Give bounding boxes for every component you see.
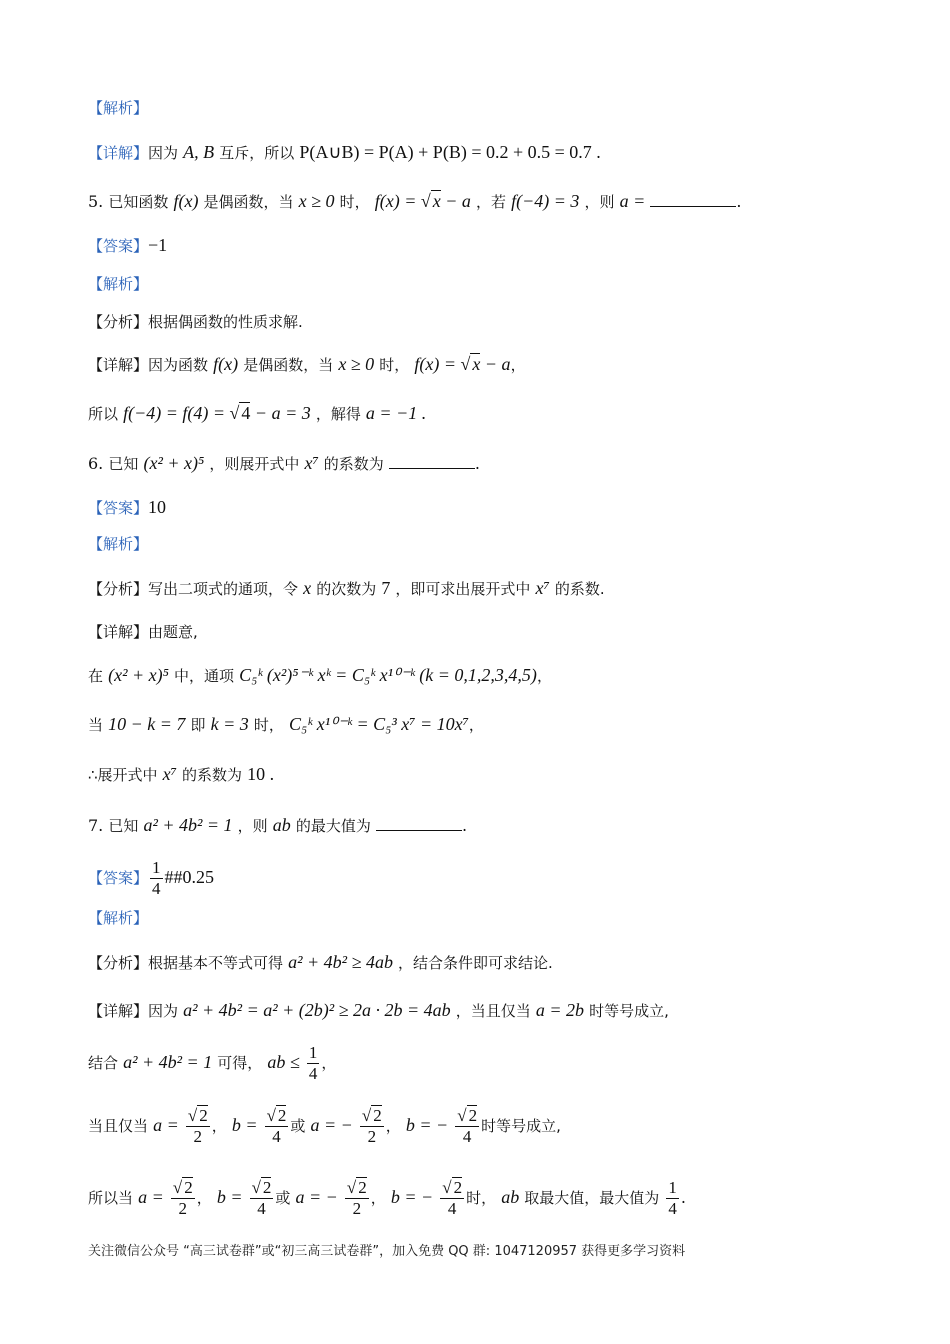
page-footer: 关注微信公众号 “高三试卷群”或“初三高三试卷群”，加入免费 QQ 群: 1047120957 获得更多学习资料 xyxy=(88,1244,686,1259)
q7-detail-line3: 当且仅当 a = $\frac{√ 2}{2}$ ， b = $\frac{√ 2}{4}$ 或 a = − $\frac{√ 2}{2}$ ， b = − $\frac{√ 2}{4}$ 时等号成立, xyxy=(88,1106,561,1146)
answer-blank xyxy=(389,452,475,469)
q7-question: 7. 已知 a² + 4b² = 1 ，则 ab 的最大值为 . xyxy=(88,815,468,835)
q7-detail-line4: 所以当 a = $\frac{√ 2}{2}$ ， b = $\frac{√ 2}{4}$ 或 a = − $\frac{√ 2}{2}$ ， b = − $\frac{√ 2}{4}$ 时， ab 取最大值，最大值为 $\frac{1}{4}$ . xyxy=(88,1178,686,1218)
answer-fraction: $\frac{1}{4}$ xyxy=(152,858,161,898)
q7-answer: 【答案】 $\frac{1}{4}$ ##0.25 xyxy=(88,858,215,898)
q6-method: 【分析】写出二项式的通项，令 x 的次数为 7 ，即可求出展开式中 x⁷ 的系数. xyxy=(88,578,605,598)
q6-detail-line1: 在 (x² + x)⁵ 中，通项 C₅ᵏ (x²)⁵⁻ᵏ xᵏ = C₅ᵏ x¹⁰⁻ᵏ (k = 0,1,2,3,4,5)， xyxy=(88,665,552,685)
q5-detail-line2: 所以 f(−4) = f(4) = √ 4 − a = 3 ，解得 a = −1 . xyxy=(88,403,427,423)
q7-method: 【分析】根据基本不等式可得 a² + 4b² ≥ 4ab ，结合条件即可求结论. xyxy=(88,952,553,972)
q6-detail-line0: 【详解】由题意, xyxy=(88,623,198,641)
q6-analysis-tag: 【解析】 xyxy=(88,535,149,553)
q5-question: 5. 已知函数 f(x) 是偶函数，当 x ≥ 0 时， f(x) = √ x − a ，若 f(−4) = 3 ，则 a = . xyxy=(88,191,742,211)
answer-blank xyxy=(376,814,462,831)
answer-blank xyxy=(650,190,736,207)
q7-detail-line1: 【详解】因为 a² + 4b² = a² + (2b)² ≥ 2a · 2b = 4ab ，当且仅当 a = 2b 时等号成立, xyxy=(88,1000,669,1020)
q5-analysis-tag: 【解析】 xyxy=(88,275,149,293)
q4-detail-line: 【详解】因为 A, B 互斥，所以 P(A∪B) = P(A) + P(B) = 0.2 + 0.5 = 0.7 . xyxy=(88,142,601,162)
q7-analysis-tag: 【解析】 xyxy=(88,909,149,927)
q5-method: 【分析】根据偶函数的性质求解. xyxy=(88,313,303,331)
q4-analysis-tag: 【解析】 xyxy=(88,99,149,117)
q7-detail-line2: 结合 a² + 4b² = 1 可得， ab ≤ $\frac{1}{4}$ ， xyxy=(88,1043,337,1083)
q6-answer: 【答案】10 xyxy=(88,497,167,517)
q5-detail-line1: 【详解】因为函数 f(x) 是偶函数，当 x ≥ 0 时， f(x) = √ x − a， xyxy=(88,354,526,374)
q6-question: 6. 已知 (x² + x)⁵ ，则展开式中 x⁷ 的系数为 . xyxy=(88,453,480,473)
q6-detail-line3: ∴展开式中 x⁷ 的系数为 10 . xyxy=(88,764,275,784)
q6-detail-line2: 当 10 − k = 7 即 k = 3 时， C₅ᵏ x¹⁰⁻ᵏ = C₅³ x⁷ = 10x⁷， xyxy=(88,714,484,734)
q5-answer: 【答案】−1 xyxy=(88,235,168,255)
